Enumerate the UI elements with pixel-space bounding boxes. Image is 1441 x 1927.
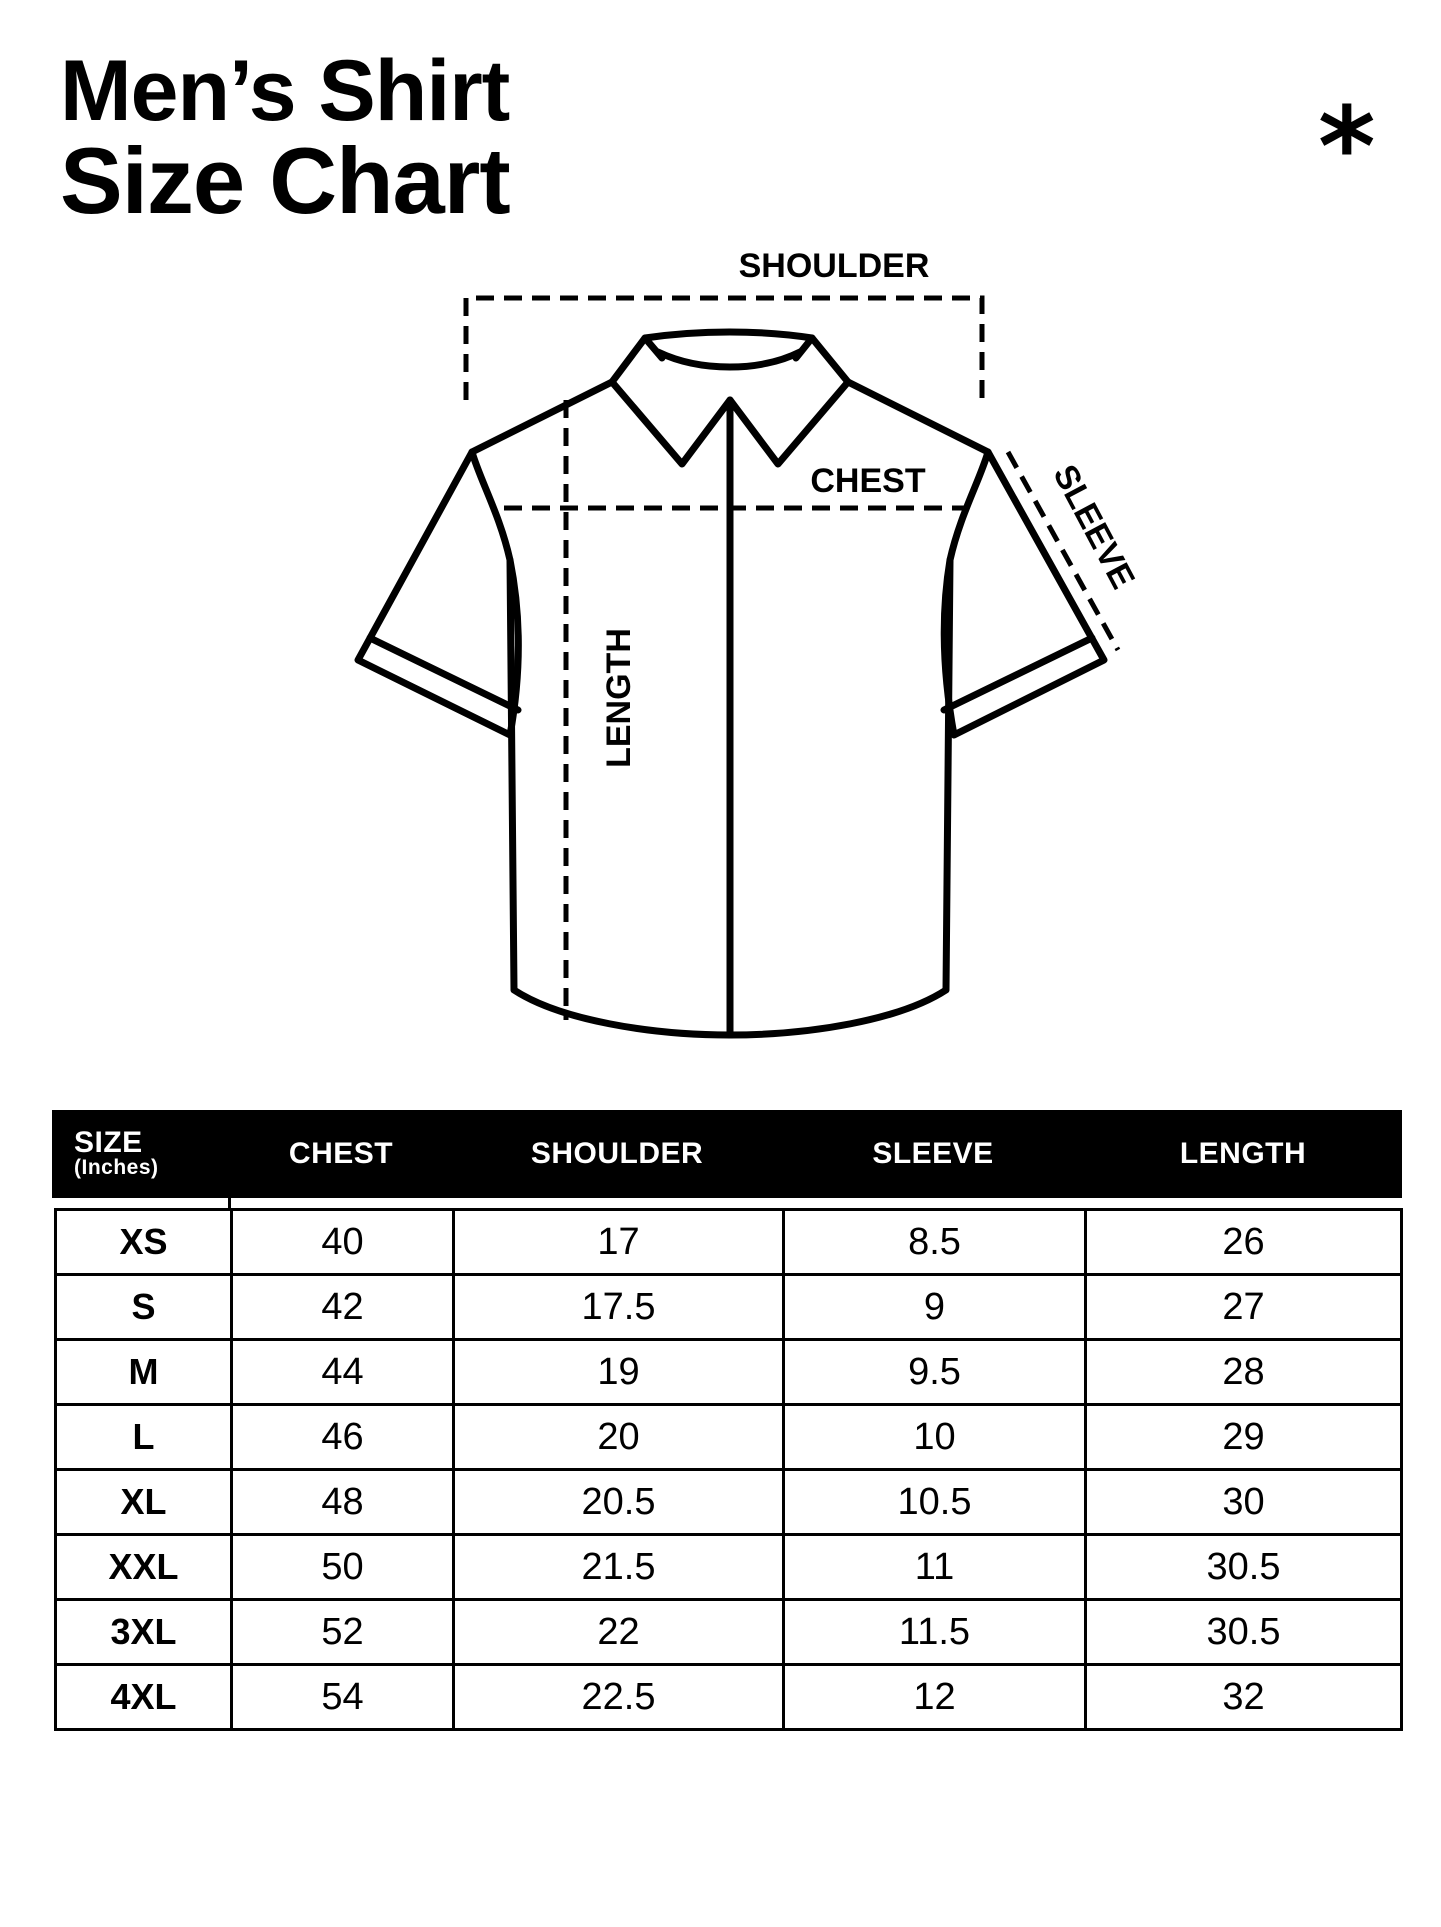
- table-row: [56, 1535, 1402, 1600]
- shirt-outline: [358, 332, 1104, 1035]
- title-line-2: Size Chart: [60, 128, 510, 233]
- chest-label: CHEST: [810, 462, 926, 500]
- table-row: [56, 1405, 1402, 1470]
- cell-sleeve: 11: [784, 1535, 1086, 1600]
- cell-size: XXL: [56, 1535, 232, 1600]
- cell-size: S: [56, 1275, 232, 1340]
- title-line-1: Men’s Shirt: [60, 43, 510, 139]
- header-shoulder: SHOULDER: [530, 1137, 704, 1170]
- cell-chest: 50: [232, 1535, 454, 1600]
- cell-size: 3XL: [56, 1600, 232, 1665]
- header-size-label: SIZE: [74, 1126, 143, 1159]
- cell-length: 29: [1086, 1405, 1402, 1470]
- cell-chest: 42: [232, 1275, 454, 1340]
- cell-sleeve: 8.5: [784, 1210, 1086, 1275]
- cell-sleeve: 12: [784, 1665, 1086, 1730]
- cell-sleeve: 9: [784, 1275, 1086, 1340]
- cell-size: M: [56, 1340, 232, 1405]
- header-chest: CHEST: [288, 1137, 394, 1170]
- cell-size: 4XL: [56, 1665, 232, 1730]
- table-row: [56, 1275, 1402, 1340]
- shoulder-guide: [466, 298, 982, 400]
- cell-shoulder: 22: [454, 1600, 784, 1665]
- table-row: [56, 1600, 1402, 1665]
- cell-chest: 54: [232, 1665, 454, 1730]
- cell-shoulder: 22.5: [454, 1665, 784, 1730]
- table-row: [56, 1470, 1402, 1535]
- table-row: [56, 1210, 1402, 1275]
- header-sleeve: SLEEVE: [872, 1137, 994, 1170]
- header-size-unit: (Inches): [74, 1156, 159, 1179]
- header-size: [74, 1110, 159, 1198]
- asterisk-icon: *: [1318, 83, 1376, 211]
- size-table-body: [54, 1208, 1403, 1731]
- measurement-guides: [466, 298, 1118, 1020]
- cell-sleeve: 11.5: [784, 1600, 1086, 1665]
- cell-size: XS: [56, 1210, 232, 1275]
- cell-shoulder: 20: [454, 1405, 784, 1470]
- header-length: LENGTH: [1179, 1137, 1307, 1170]
- cell-shoulder: 17: [454, 1210, 784, 1275]
- cell-shoulder: 17.5: [454, 1275, 784, 1340]
- table-row: [56, 1665, 1402, 1730]
- cell-chest: 46: [232, 1405, 454, 1470]
- cell-length: 28: [1086, 1340, 1402, 1405]
- cell-shoulder: 19: [454, 1340, 784, 1405]
- table-row: [56, 1340, 1402, 1405]
- cell-size: L: [56, 1405, 232, 1470]
- cell-chest: 48: [232, 1470, 454, 1535]
- cell-length: 30: [1086, 1470, 1402, 1535]
- cell-length: 27: [1086, 1275, 1402, 1340]
- cell-size: XL: [56, 1470, 232, 1535]
- cell-chest: 52: [232, 1600, 454, 1665]
- size-table: [52, 1110, 1402, 1718]
- cell-chest: 40: [232, 1210, 454, 1275]
- cell-sleeve: 10: [784, 1405, 1086, 1470]
- cell-shoulder: 20.5: [454, 1470, 784, 1535]
- cell-length: 32: [1086, 1665, 1402, 1730]
- cell-sleeve: 9.5: [784, 1340, 1086, 1405]
- cell-sleeve: 10.5: [784, 1470, 1086, 1535]
- table-header: [52, 1110, 1402, 1198]
- shoulder-label: SHOULDER: [738, 247, 930, 285]
- cell-shoulder: 21.5: [454, 1535, 784, 1600]
- cell-length: 30.5: [1086, 1600, 1402, 1665]
- cell-length: 30.5: [1086, 1535, 1402, 1600]
- cell-length: 26: [1086, 1210, 1402, 1275]
- cell-chest: 44: [232, 1340, 454, 1405]
- length-label: LENGTH: [600, 628, 638, 768]
- sleeve-label: SLEEVE: [1045, 458, 1142, 595]
